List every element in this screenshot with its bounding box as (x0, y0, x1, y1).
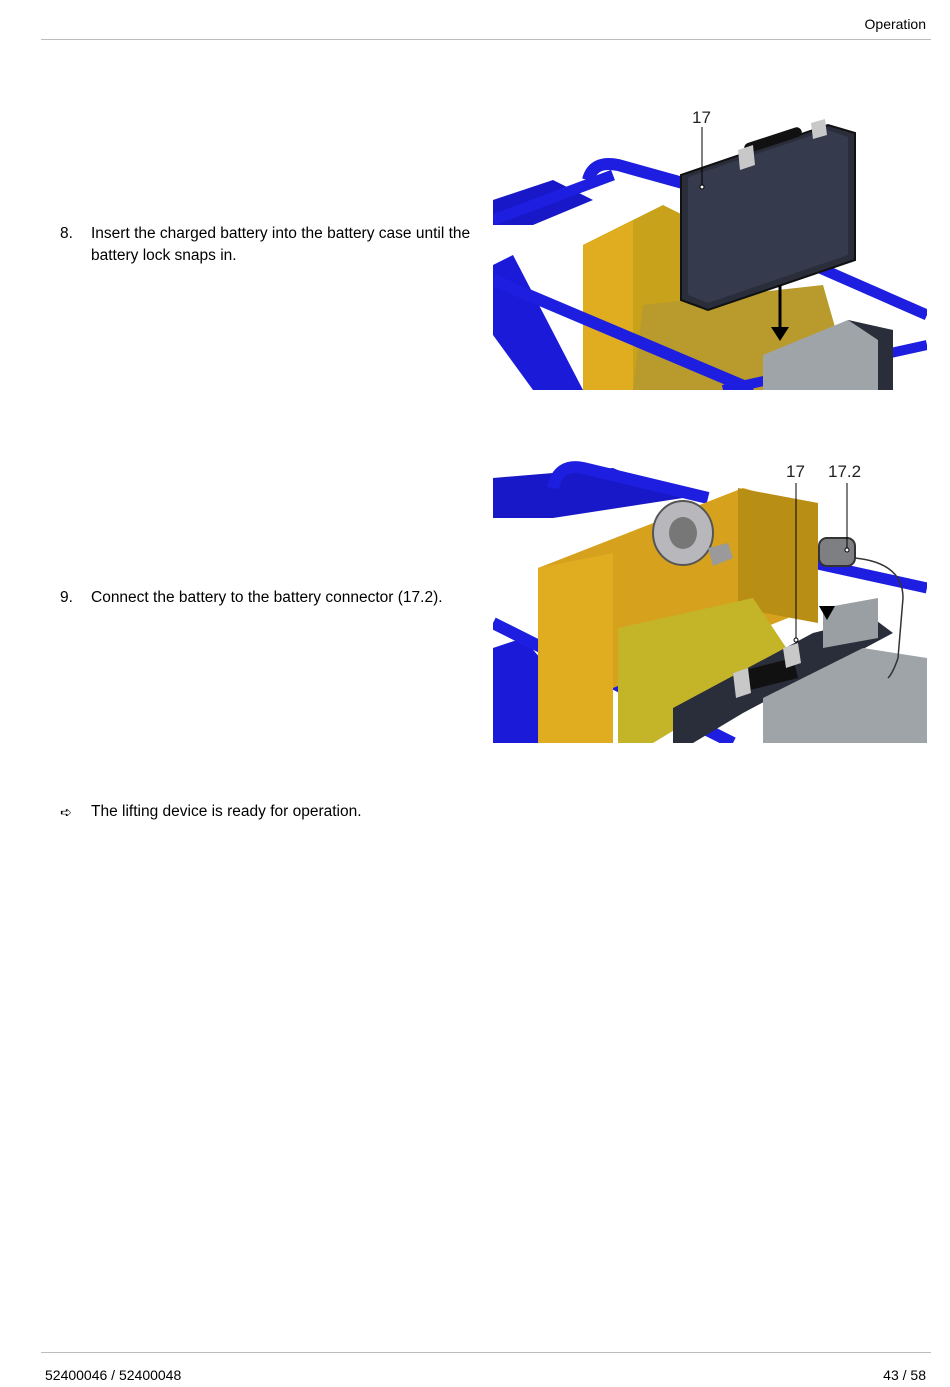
step-text: Connect the battery to the battery connector (17.2). (91, 589, 443, 606)
result-text: The lifting device is ready for operation. (91, 803, 362, 820)
callout-label: 17 (786, 462, 805, 481)
step-number: 8. (60, 225, 73, 242)
footer-divider (41, 1352, 931, 1353)
battery-insert-illustration (493, 105, 927, 390)
step-8 (60, 223, 481, 267)
figure-battery-insert (493, 105, 927, 390)
header-divider (41, 39, 931, 40)
page-number: 43 / 58 (883, 1367, 926, 1383)
step-number: 9. (60, 589, 73, 606)
arrow-right-outline-icon: ➪ (60, 804, 72, 820)
step-9 (60, 587, 481, 609)
callout-label: 17 (692, 108, 711, 127)
document-numbers: 52400046 / 52400048 (45, 1367, 182, 1383)
battery-connect-illustration (493, 458, 927, 743)
result-line (60, 801, 362, 823)
callout-label: 17.2 (828, 462, 862, 481)
step-text: Insert the charged battery into the battery case until the battery lock snaps in. (91, 225, 471, 264)
figure-battery-connect (493, 458, 927, 743)
section-title: Operation (864, 16, 926, 32)
